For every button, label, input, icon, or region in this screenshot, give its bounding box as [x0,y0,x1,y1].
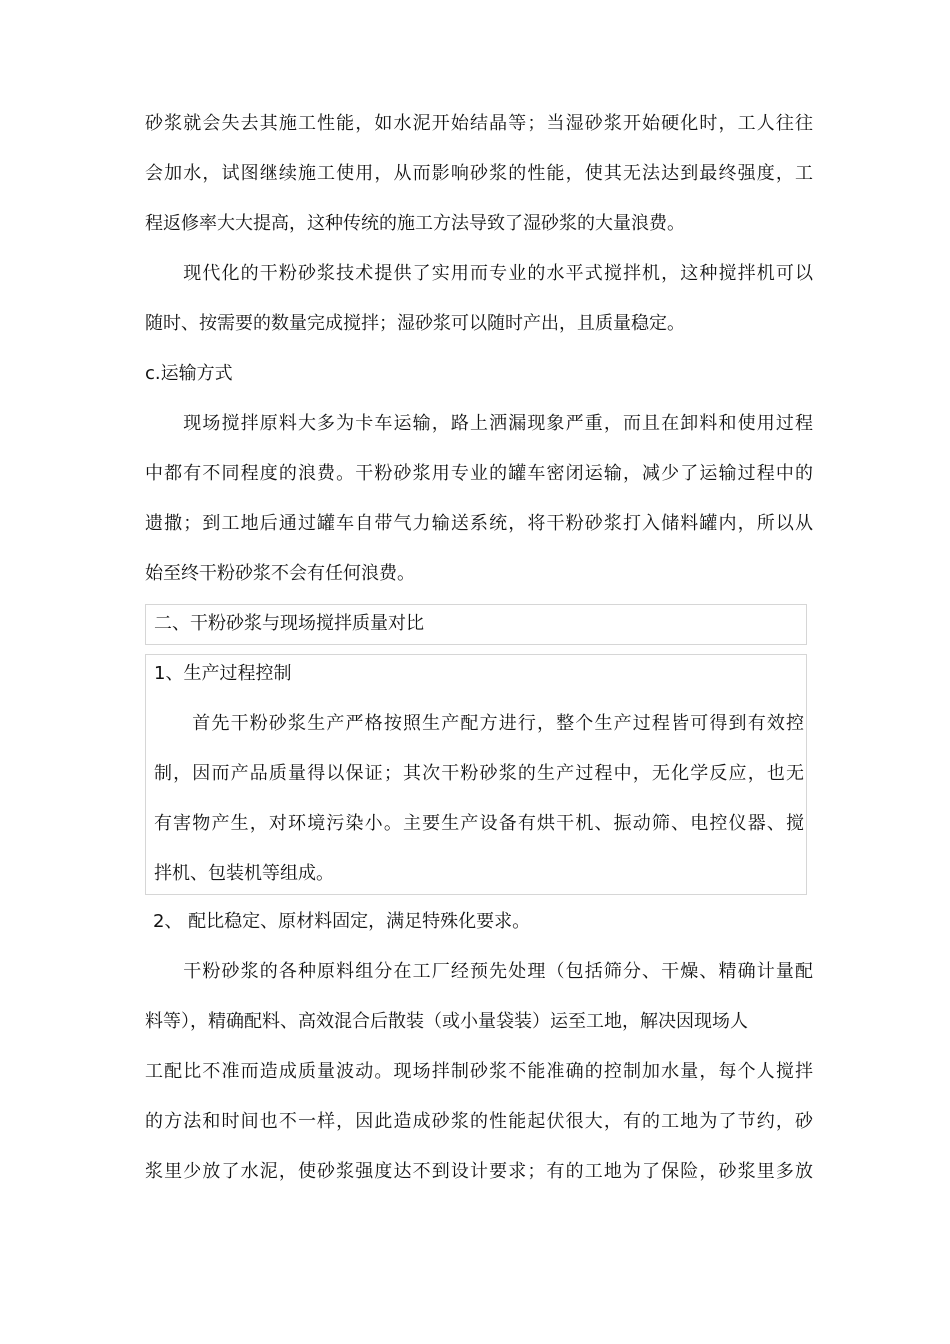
text-line: 的方法和时间也不一样，因此造成砂浆的性能起伏很大，有的工地为了节约，砂 [145,1111,813,1132]
text-line: 程返修率大大提高，这种传统的施工方法导致了湿砂浆的大量浪费。 [145,213,685,234]
production-control-box [145,654,807,895]
text-line: 首先干粉砂浆生产严格按照生产配方进行，整个生产过程皆可得到有效控 [154,713,804,734]
text-line: 现场搅拌原料大多为卡车运输，路上洒漏现象严重，而且在卸料和使用过程 [145,413,813,434]
text-line: 中都有不同程度的浪费。干粉砂浆用专业的罐车密闭运输，减少了运输过程中的 [145,463,813,484]
text-line: 有害物产生，对环境污染小。主要生产设备有烘干机、振动筛、电控仪器、搅 [154,813,804,834]
text-line: 现代化的干粉砂浆技术提供了实用而专业的水平式搅拌机，这种搅拌机可以 [145,263,813,284]
text-line: 遗撒；到工地后通过罐车自带气力输送系统，将干粉砂浆打入储料罐内，所以从 [145,513,813,534]
section-heading-quality-comparison: 二、干粉砂浆与现场搅拌质量对比 [154,613,424,634]
text-line: 干粉砂浆的各种原料组分在工厂经预先处理（包括筛分、干燥、精确计量配 [145,961,813,982]
text-line: 始至终干粉砂浆不会有任何浪费。 [145,563,415,584]
text-line: 会加水，试图继续施工使用，从而影响砂浆的性能，使其无法达到最终强度，工 [145,163,813,184]
text-line: 料等），精确配料、高效混合后散装（或小量袋装）运至工地，解决因现场人 [145,1011,748,1032]
section-heading-transport: c.运输方式 [145,363,233,384]
subheading-production-control: 1、生产过程控制 [154,663,292,684]
text-line: 制，因而产品质量得以保证；其次干粉砂浆的生产过程中，无化学反应，也无 [154,763,804,784]
section-heading-box [145,604,807,645]
subheading-mix-ratio: 2、 配比稳定、原材料固定，满足特殊化要求。 [153,911,531,932]
text-line: 工配比不准而造成质量波动。现场拌制砂浆不能准确的控制加水量，每个人搅拌 [145,1061,813,1082]
text-line: 砂浆就会失去其施工性能，如水泥开始结晶等；当湿砂浆开始硬化时，工人往往 [145,113,813,134]
text-line: 随时、按需要的数量完成搅拌；湿砂浆可以随时产出，且质量稳定。 [145,313,685,334]
text-line: 浆里少放了水泥，使砂浆强度达不到设计要求；有的工地为了保险，砂浆里多放 [145,1161,813,1182]
text-line: 拌机、包装机等组成。 [154,863,334,884]
